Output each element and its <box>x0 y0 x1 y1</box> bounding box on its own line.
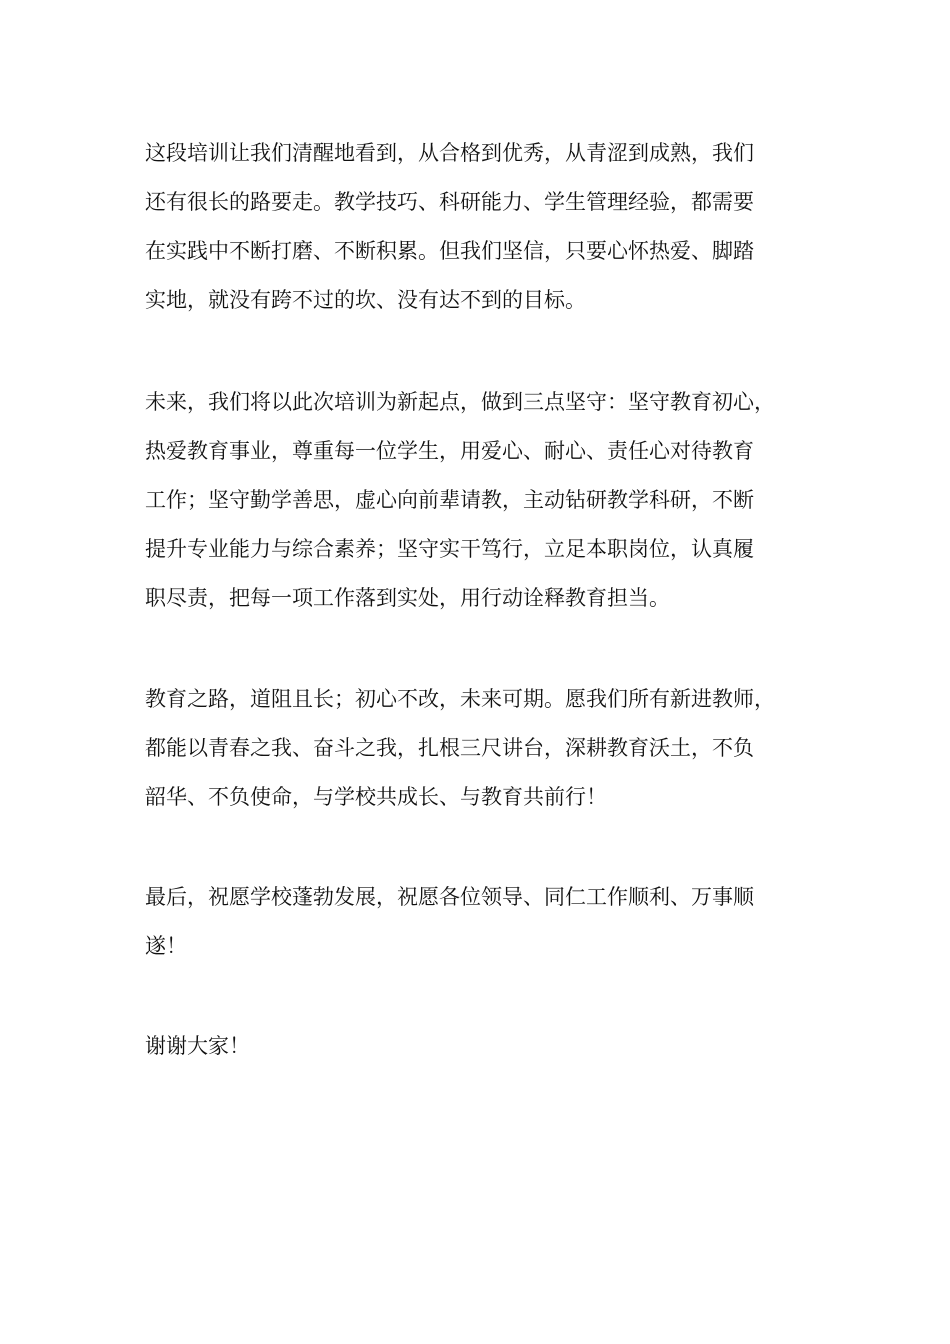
text-line: 热爱教育事业，尊重每一位学生，用爱心、耐心、责任心对待教育 <box>145 439 754 463</box>
text-line: 谢谢大家！ <box>145 1034 250 1058</box>
paragraph-thanks <box>145 1031 835 1080</box>
text-line: 遂！ <box>145 934 187 958</box>
text-line: 在实践中不断打磨、不断积累。但我们坚信，只要心怀热爱、脚踏 <box>145 239 754 263</box>
text-line: 教育之路，道阻且长；初心不改，未来可期。愿我们所有新进教师， <box>145 687 775 711</box>
text-line: 最后，祝愿学校蓬勃发展，祝愿各位领导、同仁工作顺利、万事顺 <box>145 885 754 909</box>
text-line: 未来，我们将以此次培训为新起点，做到三点坚守：坚守教育初心， <box>145 390 775 414</box>
text-line: 提升专业能力与综合素养；坚守实干笃行，立足本职岗位，认真履 <box>145 537 754 561</box>
text-line: 职尽责，把每一项工作落到实处，用行动诠释教育担当。 <box>145 586 670 610</box>
paragraph-closing-wishes <box>145 882 835 980</box>
text-line: 都能以青春之我、奋斗之我，扎根三尺讲台，深耕教育沃土，不负 <box>145 736 754 760</box>
paragraph-training-reflection <box>145 138 835 334</box>
paragraph-future-commitments <box>145 387 835 632</box>
text-line: 工作；坚守勤学善思，虚心向前辈请教，主动钻研教学科研，不断 <box>145 488 754 512</box>
text-line: 实地，就没有跨不过的坎、没有达不到的目标。 <box>145 288 586 312</box>
text-line: 还有很长的路要走。教学技巧、科研能力、学生管理经验，都需要 <box>145 190 754 214</box>
text-line: 这段培训让我们清醒地看到，从合格到优秀，从青涩到成熟，我们 <box>145 141 754 165</box>
text-line: 韶华、不负使命，与学校共成长、与教育共前行！ <box>145 785 607 809</box>
paragraph-education-path <box>145 684 835 831</box>
